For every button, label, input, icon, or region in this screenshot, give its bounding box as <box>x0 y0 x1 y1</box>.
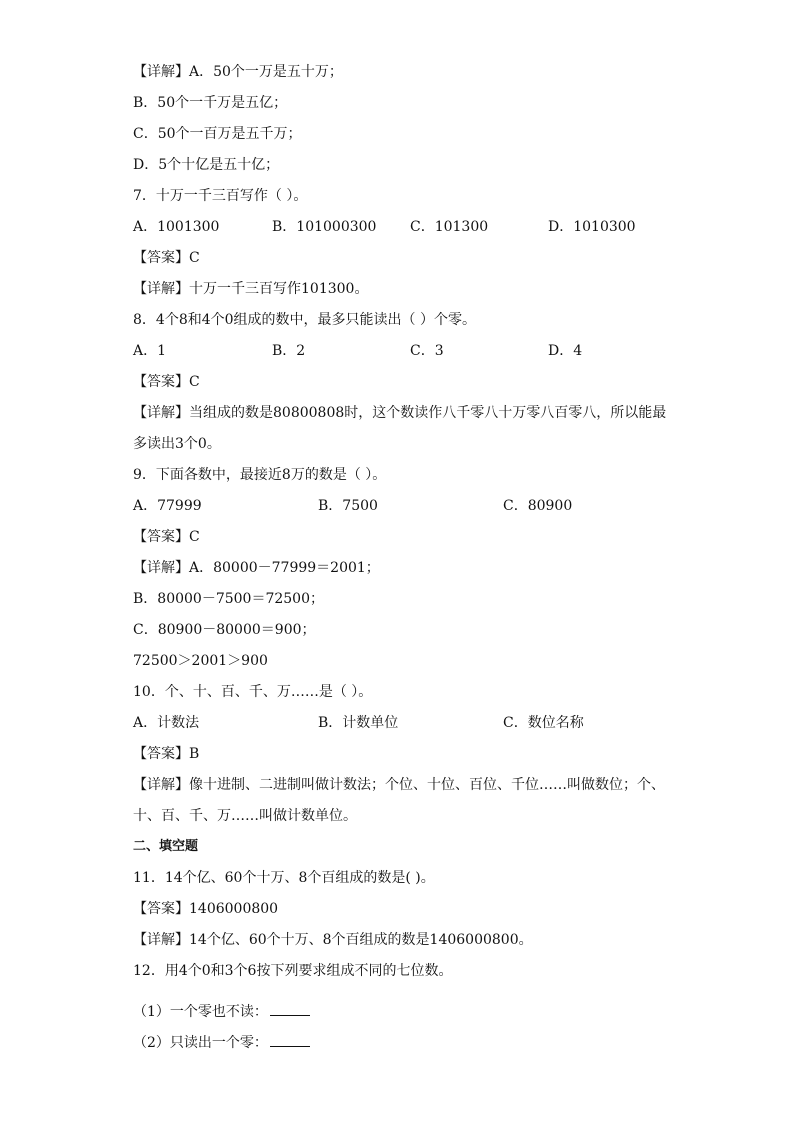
question-8-options <box>133 341 733 361</box>
explanation-line: C．50个一百万是五千万； <box>133 126 302 142</box>
answer-line: 【答案】C <box>133 250 200 266</box>
option-b: B．101000300 <box>272 219 377 235</box>
answer-line: 【答案】B <box>133 746 200 762</box>
explanation-line: 十、百、千、万……叫做计数单位。 <box>133 808 357 824</box>
option-d: D．4 <box>548 343 583 359</box>
explanation-line: 【详解】A．80000－77999＝2001； <box>133 560 380 576</box>
sub-question-label: （1）一个零也不读： <box>133 1004 268 1020</box>
option-d: D．1010300 <box>548 219 636 235</box>
question-7: 7．十万一千三百写作（ ）。 <box>133 188 308 204</box>
answer-line: 【答案】C <box>133 374 200 390</box>
explanation-line: C．80900－80000＝900； <box>133 622 316 638</box>
option-a: A．计数法 <box>133 715 200 731</box>
explanation-line: 【详解】十万一千三百写作101300。 <box>133 281 369 297</box>
option-a: A．1 <box>133 343 167 359</box>
sub-question-2 <box>133 1032 310 1052</box>
question-10-options <box>133 713 733 733</box>
option-a: A．77999 <box>133 498 202 514</box>
option-b: B．计数单位 <box>318 715 399 731</box>
option-c: C．101300 <box>410 219 489 235</box>
question-7-options <box>133 217 733 237</box>
option-b: B．2 <box>272 343 306 359</box>
explanation-line: 【详解】14个亿、60个十万、8个百组成的数是1406000800。 <box>133 932 533 948</box>
explanation-line: 【详解】像十进制、二进制叫做计数法；个位、十位、百位、千位……叫做数位；个、 <box>133 777 665 793</box>
explanation-line: 72500＞2001＞900 <box>133 653 268 669</box>
answer-line: 【答案】1406000800 <box>133 901 279 917</box>
explanation-line: B．50个一千万是五亿； <box>133 95 288 111</box>
explanation-line: 【详解】当组成的数是80800808时，这个数读作八千零八十万零八百零八，所以能最 <box>133 405 667 421</box>
option-a: A．1001300 <box>133 219 220 235</box>
question-10: 10．个、十、百、千、万……是（ ）。 <box>133 684 373 700</box>
question-9-options <box>133 496 733 516</box>
explanation-line: 多读出3个0。 <box>133 436 221 452</box>
option-c: C．3 <box>410 343 444 359</box>
option-b: B．7500 <box>318 498 378 514</box>
question-11: 11．14个亿、60个十万、8个百组成的数是( )。 <box>133 870 435 886</box>
answer-line: 【答案】C <box>133 529 200 545</box>
option-c: C．数位名称 <box>503 715 584 731</box>
answer-blank[interactable] <box>270 1032 310 1047</box>
option-c: C．80900 <box>503 498 573 514</box>
answer-blank[interactable] <box>270 1001 310 1016</box>
sub-question-label: （2）只读出一个零： <box>133 1035 268 1051</box>
explanation-line: 【详解】A．50个一万是五十万； <box>133 64 343 80</box>
question-12: 12．用4个0和3个6按下列要求组成不同的七位数。 <box>133 963 453 979</box>
explanation-line: D．5个十亿是五十亿； <box>133 157 280 173</box>
sub-question-1 <box>133 1001 310 1021</box>
section-heading: 二、填空题 <box>133 839 199 854</box>
question-8: 8．4个8和4个0组成的数中，最多只能读出（ ）个零。 <box>133 312 476 328</box>
question-9: 9．下面各数中，最接近8万的数是（ ）。 <box>133 467 387 483</box>
explanation-line: B．80000－7500＝72500； <box>133 591 324 607</box>
